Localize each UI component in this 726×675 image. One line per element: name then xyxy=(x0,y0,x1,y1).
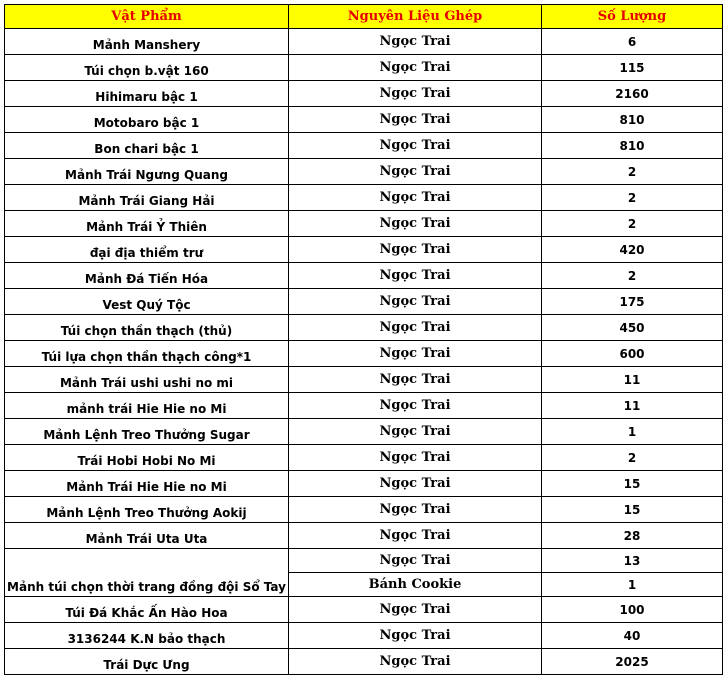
table-row xyxy=(5,471,723,497)
table-row xyxy=(5,549,723,573)
table-row xyxy=(5,497,723,523)
material-cell: Bánh Cookie xyxy=(289,573,542,597)
quantity-cell: 2 xyxy=(542,185,723,211)
item-cell: mảnh trái Hie Hie no Mi xyxy=(5,393,289,419)
quantity-cell: 15 xyxy=(542,471,723,497)
item-cell: Mảnh Manshery xyxy=(5,29,289,55)
quantity-cell: 15 xyxy=(542,497,723,523)
material-cell: Ngọc Trai xyxy=(289,549,542,573)
item-cell: Hihimaru bậc 1 xyxy=(5,81,289,107)
table-row xyxy=(5,289,723,315)
item-cell: Mảnh Trái Ngưng Quang xyxy=(5,159,289,185)
item-cell: Mảnh Trái Giang Hải xyxy=(5,185,289,211)
table-row xyxy=(5,29,723,55)
item-cell: Motobaro bậc 1 xyxy=(5,107,289,133)
material-cell: Ngọc Trai xyxy=(289,55,542,81)
item-cell: Mảnh túi chọn thời trang đồng đội Sổ Tay xyxy=(5,549,289,597)
table-row xyxy=(5,367,723,393)
material-cell: Ngọc Trai xyxy=(289,237,542,263)
quantity-cell: 2 xyxy=(542,445,723,471)
table-row xyxy=(5,341,723,367)
material-cell: Ngọc Trai xyxy=(289,159,542,185)
table-row xyxy=(5,107,723,133)
item-cell: Mảnh Đá Tiến Hóa xyxy=(5,263,289,289)
material-cell: Ngọc Trai xyxy=(289,107,542,133)
item-cell: Mảnh Trái Hie Hie no Mi xyxy=(5,471,289,497)
item-cell: Mảnh Lệnh Treo Thưởng Aokij xyxy=(5,497,289,523)
quantity-cell: 450 xyxy=(542,315,723,341)
item-cell: Mảnh Trái ushi ushi no mi xyxy=(5,367,289,393)
material-cell: Ngọc Trai xyxy=(289,393,542,419)
table-row xyxy=(5,393,723,419)
quantity-cell: 420 xyxy=(542,237,723,263)
quantity-cell: 28 xyxy=(542,523,723,549)
table-row xyxy=(5,649,723,675)
material-cell: Ngọc Trai xyxy=(289,367,542,393)
table-body xyxy=(5,29,723,675)
table-row xyxy=(5,445,723,471)
quantity-cell: 115 xyxy=(542,55,723,81)
quantity-cell: 2160 xyxy=(542,81,723,107)
material-cell: Ngọc Trai xyxy=(289,471,542,497)
table-row xyxy=(5,237,723,263)
material-cell: Ngọc Trai xyxy=(289,289,542,315)
quantity-cell: 2 xyxy=(542,211,723,237)
table-row xyxy=(5,597,723,623)
material-cell: Ngọc Trai xyxy=(289,211,542,237)
material-cell: Ngọc Trai xyxy=(289,29,542,55)
header-row xyxy=(5,5,723,29)
header-item: Vật Phẩm xyxy=(5,5,289,29)
item-cell: Vest Quý Tộc xyxy=(5,289,289,315)
item-cell: Trái Hobi Hobi No Mi xyxy=(5,445,289,471)
material-cell: Ngọc Trai xyxy=(289,341,542,367)
quantity-cell: 2 xyxy=(542,159,723,185)
item-cell: Trái Dực Ưng xyxy=(5,649,289,675)
table-row xyxy=(5,315,723,341)
item-cell: Túi lựa chọn thần thạch công*1 xyxy=(5,341,289,367)
quantity-cell: 40 xyxy=(542,623,723,649)
material-cell: Ngọc Trai xyxy=(289,597,542,623)
quantity-cell: 13 xyxy=(542,549,723,573)
item-cell: đại địa thiểm trư xyxy=(5,237,289,263)
item-cell: Mảnh Trái Uta Uta xyxy=(5,523,289,549)
item-cell: Mảnh Trái Ỷ Thiên xyxy=(5,211,289,237)
item-cell: Bon chari bậc 1 xyxy=(5,133,289,159)
material-cell: Ngọc Trai xyxy=(289,133,542,159)
quantity-cell: 810 xyxy=(542,107,723,133)
material-cell: Ngọc Trai xyxy=(289,81,542,107)
table-row xyxy=(5,159,723,185)
material-cell: Ngọc Trai xyxy=(289,185,542,211)
quantity-cell: 1 xyxy=(542,419,723,445)
material-cell: Ngọc Trai xyxy=(289,623,542,649)
exchange-table xyxy=(4,4,723,675)
item-cell: 3136244 K.N bảo thạch xyxy=(5,623,289,649)
material-cell: Ngọc Trai xyxy=(289,523,542,549)
table-row xyxy=(5,263,723,289)
quantity-cell: 11 xyxy=(542,367,723,393)
quantity-cell: 175 xyxy=(542,289,723,315)
table-row xyxy=(5,185,723,211)
material-cell: Ngọc Trai xyxy=(289,263,542,289)
quantity-cell: 600 xyxy=(542,341,723,367)
item-cell: Mảnh Lệnh Treo Thưởng Sugar xyxy=(5,419,289,445)
material-cell: Ngọc Trai xyxy=(289,649,542,675)
quantity-cell: 2 xyxy=(542,263,723,289)
header-material: Nguyên Liệu Ghép xyxy=(289,5,542,29)
quantity-cell: 810 xyxy=(542,133,723,159)
table-row xyxy=(5,211,723,237)
item-cell: Túi chọn b.vật 160 xyxy=(5,55,289,81)
table-row xyxy=(5,623,723,649)
material-cell: Ngọc Trai xyxy=(289,419,542,445)
quantity-cell: 2025 xyxy=(542,649,723,675)
table-row xyxy=(5,81,723,107)
quantity-cell: 100 xyxy=(542,597,723,623)
quantity-cell: 6 xyxy=(542,29,723,55)
header-quantity: Số Lượng xyxy=(542,5,723,29)
quantity-cell: 1 xyxy=(542,573,723,597)
item-cell: Túi chọn thần thạch (thủ) xyxy=(5,315,289,341)
table-row xyxy=(5,419,723,445)
quantity-cell: 11 xyxy=(542,393,723,419)
table-row xyxy=(5,133,723,159)
material-cell: Ngọc Trai xyxy=(289,315,542,341)
table-row xyxy=(5,523,723,549)
material-cell: Ngọc Trai xyxy=(289,497,542,523)
table-row xyxy=(5,55,723,81)
item-cell: Túi Đá Khắc Ấn Hào Hoa xyxy=(5,597,289,623)
material-cell: Ngọc Trai xyxy=(289,445,542,471)
